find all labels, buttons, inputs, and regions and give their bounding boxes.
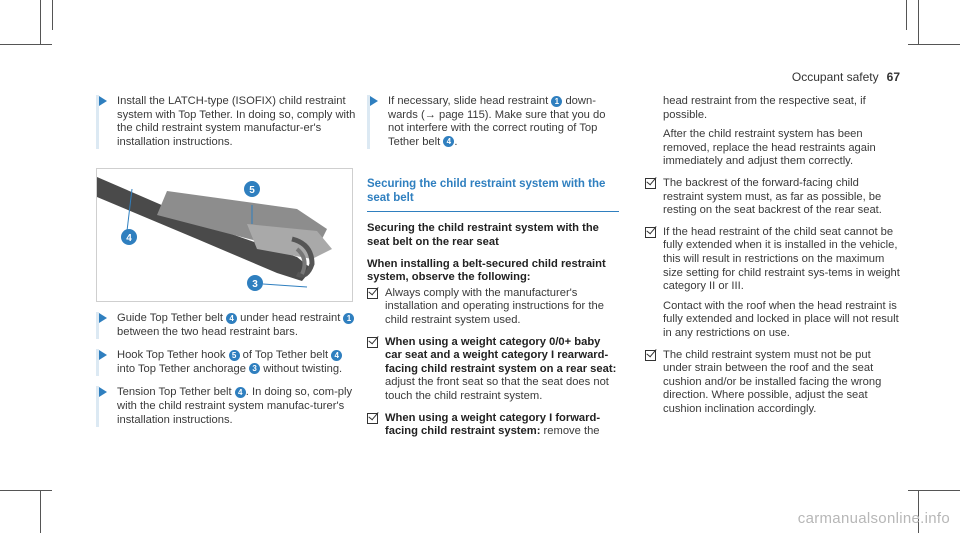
crop-mark	[52, 0, 53, 30]
crop-mark	[908, 44, 960, 45]
step-text: Install the LATCH-type (ISOFIX) child restraint system with Top Tether. In doing so, comply with the child restraint system manufactur-er's installation instructions.	[117, 95, 356, 148]
crop-mark	[0, 44, 52, 45]
step-arrow-icon	[99, 387, 107, 397]
step-text: Tension Top Tether belt 4 . In doing so, com-ply with the child restraint system manufac-turer's installation instructions.	[117, 386, 353, 426]
callout-badge: 4	[226, 313, 237, 324]
crop-mark	[908, 490, 960, 491]
page-header	[792, 70, 900, 84]
callout-badge: 4	[235, 387, 246, 398]
step-text: Guide Top Tether belt 4 under head restraint 1 between the two head restraint bars.	[117, 312, 358, 339]
figure-label: 5	[249, 185, 255, 196]
step-hook	[96, 349, 358, 376]
step-arrow-icon	[99, 350, 107, 360]
figure-label: 4	[126, 233, 132, 244]
crop-mark	[906, 0, 907, 30]
checkbox-icon	[645, 178, 656, 189]
column-2	[367, 95, 619, 439]
section-title: Occupant safety	[791, 70, 879, 84]
step-text: If necessary, slide head restraint 1 down-wards (→ page 115). Make sure that you do not interfere with the correct routing of Top Tether belt 4 .	[388, 95, 606, 148]
checkbox-icon	[367, 288, 378, 299]
crop-mark	[0, 490, 52, 491]
step-arrow-icon	[99, 96, 107, 106]
checklist-item: If the head restraint of the child seat cannot be fully extended when it is installed in the vehicle, this will result in restrictions on the maximum size setting for child restraint sys-tems in weight category II or III. Contact with the roof when the head restraint is fully extended and locked in place will not result in any restrictions on use.	[645, 226, 900, 341]
step-tension	[96, 386, 358, 427]
step-text: Hook Top Tether hook 5 of Top Tether belt 4 into Top Tether anchorage 3 without twisting.	[117, 349, 343, 375]
step-install	[96, 95, 358, 149]
callout-badge: 3	[249, 363, 260, 374]
paragraph: head restraint from the respective seat, if possible.	[663, 95, 866, 121]
crop-mark	[918, 0, 919, 45]
checkbox-icon	[645, 350, 656, 361]
crop-mark	[40, 0, 41, 45]
crop-mark	[40, 490, 41, 533]
column-1	[96, 95, 358, 149]
callout-badge: 4	[331, 350, 342, 361]
figure-label: 3	[252, 279, 258, 290]
checklist-item: The child restraint system must not be put under strain between the roof and the seat cushion and/or be installed facing the wrong direction. Where possible, adjust the seat cushion inclination accordingly.	[645, 349, 900, 417]
subheading: When installing a belt-secured child restraint system, observe the following:	[367, 257, 606, 284]
page-number: 67	[886, 70, 900, 84]
checklist-item: When using a weight category 0/0+ baby car seat and a weight category I rearward-facing child restraint system on a rear seat: adjust the front seat so that the seat does not touch the child restraint system.	[367, 336, 619, 404]
checkbox-icon	[367, 413, 378, 424]
callout-badge: 1	[551, 96, 562, 107]
section-heading: Securing the child restraint system with the seat belt	[367, 177, 619, 212]
checkbox-icon	[367, 337, 378, 348]
checklist-item: The backrest of the forward-facing child restraint system must, as far as possible, be resting on the seat backrest of the rear seat.	[645, 177, 900, 218]
callout-badge: 4	[443, 136, 454, 147]
top-tether-illustration	[97, 169, 352, 301]
column-1-lower	[96, 312, 358, 427]
step-slide-head-restraint	[367, 95, 619, 149]
callout-badge: 5	[229, 350, 240, 361]
checklist-item: Always comply with the manufacturer's installation and operating instructions for the child restraint system used.	[367, 287, 619, 328]
column-3	[645, 95, 900, 416]
paragraph: After the child restraint system has been removed, replace the head restraints again immediately and adjust them correctly.	[663, 128, 876, 168]
callout-badge: 1	[343, 313, 354, 324]
step-guide	[96, 312, 358, 339]
checkbox-icon	[645, 227, 656, 238]
watermark: carmanualsonline.info	[797, 510, 950, 527]
illustration-top-tether	[96, 168, 353, 302]
step-arrow-icon	[370, 96, 378, 106]
subheading: Securing the child restraint system with the seat belt on the rear seat	[367, 222, 599, 248]
step-arrow-icon	[99, 313, 107, 323]
checklist-item: When using a weight category I forward-facing child restraint system: remove the	[367, 412, 619, 439]
